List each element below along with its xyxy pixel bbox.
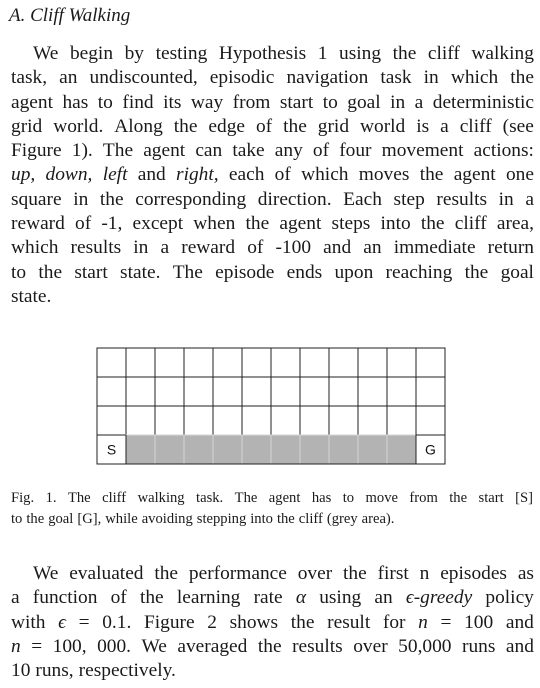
- word: agent: [268, 490, 301, 506]
- word: n: [11, 635, 21, 657]
- word: Along: [114, 115, 163, 137]
- grid-cell: [213, 377, 242, 406]
- word: in: [73, 188, 89, 210]
- word: the: [99, 188, 124, 210]
- grid-cell: [97, 377, 126, 406]
- cliff-cell: [300, 435, 329, 464]
- word: episodic: [209, 67, 275, 89]
- grid-cell: [155, 377, 184, 406]
- word: area,: [496, 213, 534, 235]
- word: the: [276, 511, 295, 527]
- paragraph-line: [11, 139, 534, 163]
- word: the: [245, 213, 270, 235]
- word: when: [193, 213, 236, 235]
- word: results: [292, 635, 343, 657]
- word: steps: [331, 213, 371, 235]
- word: state.: [11, 285, 52, 307]
- word: the: [173, 115, 198, 137]
- word: using: [319, 587, 362, 609]
- word: move: [365, 490, 398, 506]
- word: The: [67, 490, 91, 506]
- paragraph-line: [11, 611, 534, 635]
- word: results: [436, 188, 488, 210]
- word: averaged: [177, 635, 248, 657]
- word: -1,: [101, 213, 123, 235]
- word: goal: [347, 91, 381, 113]
- word: of: [75, 213, 92, 235]
- grid-cell: [155, 348, 184, 377]
- word: goal: [48, 511, 74, 527]
- paragraph-line: [11, 635, 534, 659]
- word: the: [392, 43, 417, 64]
- word: right,: [176, 164, 219, 186]
- word: shows: [229, 611, 279, 633]
- grid-cell: [358, 377, 387, 406]
- word: the: [26, 511, 45, 527]
- cliff-cell: [126, 435, 155, 464]
- goal-cell-label: G: [425, 441, 436, 458]
- word: the: [257, 635, 282, 657]
- word: runs,: [35, 660, 74, 682]
- cliff-cell: [213, 435, 242, 464]
- grid-cell: [184, 377, 213, 406]
- grid-cell: [416, 348, 445, 377]
- word: undiscounted,: [89, 67, 198, 89]
- word: result: [327, 611, 371, 633]
- word: an: [363, 237, 382, 259]
- paragraph-line: [11, 115, 534, 139]
- word: 000.: [97, 635, 132, 657]
- word: corresponding: [135, 188, 247, 210]
- paragraph-line: [11, 42, 534, 66]
- word: a: [11, 587, 20, 609]
- word: the: [139, 587, 164, 609]
- word: which: [450, 67, 499, 89]
- word: has: [62, 91, 89, 113]
- cliff-grid-figure: [96, 347, 446, 465]
- word: n: [419, 563, 430, 584]
- word: square: [11, 188, 62, 210]
- word: using: [339, 43, 382, 64]
- word: a: [525, 188, 534, 210]
- word: which: [11, 237, 59, 259]
- cliff-cell: [242, 435, 271, 464]
- cliff-cell: [184, 435, 213, 464]
- word: 1).: [71, 140, 93, 162]
- word: a: [414, 91, 424, 113]
- caption-line: [11, 488, 533, 509]
- word: which: [301, 164, 349, 186]
- word: agent: [143, 140, 186, 162]
- word: its: [163, 91, 182, 113]
- word: task: [380, 67, 412, 89]
- word: deterministic: [432, 91, 534, 113]
- word: of: [274, 164, 291, 186]
- word: agent: [11, 91, 53, 113]
- word: evaluated: [69, 563, 144, 584]
- word: the: [449, 490, 468, 506]
- word: results: [70, 237, 122, 259]
- word: the: [154, 563, 179, 584]
- word: into: [380, 213, 411, 235]
- word: task,: [11, 67, 48, 89]
- word: over: [297, 563, 333, 584]
- paragraph-line: [11, 586, 534, 610]
- word: up,: [11, 164, 36, 186]
- word: the: [420, 213, 445, 235]
- word: into: [250, 511, 273, 527]
- word: grid: [11, 115, 43, 137]
- word: can: [195, 140, 223, 162]
- word: n: [418, 611, 428, 633]
- paragraph-line: [11, 163, 534, 187]
- word: the: [283, 115, 307, 137]
- word: with: [11, 611, 46, 633]
- word: episodes: [440, 563, 507, 584]
- word: in: [390, 91, 406, 113]
- grid-cell: [271, 348, 300, 377]
- word: an: [374, 587, 393, 609]
- word: (see: [502, 115, 534, 137]
- word: of: [255, 115, 273, 137]
- grid-cell: [97, 406, 126, 435]
- word: reward: [181, 237, 236, 259]
- word: agent: [453, 164, 496, 186]
- grid-cell: [387, 377, 416, 406]
- word: for: [382, 611, 406, 633]
- word: down,: [45, 164, 93, 186]
- word: to: [11, 511, 23, 527]
- word: and: [137, 164, 166, 186]
- word: one: [505, 164, 534, 186]
- word: of: [110, 587, 127, 609]
- word: begin: [69, 43, 114, 64]
- word: start: [74, 261, 108, 283]
- word: episode: [215, 261, 275, 283]
- word: state.: [120, 261, 161, 283]
- paragraph-intro: [11, 42, 534, 309]
- word: upon: [334, 261, 374, 283]
- word: four: [339, 140, 372, 162]
- word: walking: [471, 43, 534, 64]
- word: any: [274, 140, 303, 162]
- word: -100: [275, 237, 312, 259]
- cliff-cell: [155, 435, 184, 464]
- word: 1.: [45, 490, 57, 506]
- grid-cell: [300, 406, 329, 435]
- word: avoiding: [141, 511, 193, 527]
- word: policy: [485, 587, 534, 609]
- word: left: [102, 164, 128, 186]
- section-heading: A. Cliff Walking: [9, 5, 131, 26]
- word: a: [160, 237, 170, 259]
- word: ϵ: [58, 611, 66, 633]
- word: except: [132, 213, 184, 235]
- word: task.: [196, 490, 224, 506]
- grid-cell: [358, 348, 387, 377]
- word: =: [31, 635, 43, 657]
- word: α: [295, 587, 306, 609]
- word: in: [133, 237, 149, 259]
- word: Figure: [11, 140, 62, 162]
- word: respectively.: [78, 660, 176, 682]
- word: navigation: [286, 67, 369, 89]
- paragraph-line: [11, 659, 534, 683]
- word: goal: [500, 261, 534, 283]
- word: the: [38, 261, 63, 283]
- word: start: [478, 490, 504, 506]
- word: to: [97, 91, 113, 113]
- word: 1: [317, 43, 328, 64]
- paragraph-line: [11, 285, 534, 309]
- word: grid: [317, 115, 350, 137]
- paragraph-line: [11, 91, 534, 115]
- grid-cell: [329, 406, 358, 435]
- grid-cell: [242, 406, 271, 435]
- word: cliff: [459, 115, 492, 137]
- word: and: [323, 237, 352, 259]
- grid-cell: [300, 348, 329, 377]
- grid-cell: [126, 348, 155, 377]
- grid-cell: [213, 348, 242, 377]
- word: step: [393, 188, 425, 210]
- word: cliff: [427, 43, 460, 64]
- word: 100: [464, 611, 494, 633]
- word: world: [360, 115, 406, 137]
- grid-cell: [126, 377, 155, 406]
- word: from: [232, 91, 271, 113]
- paragraph-line: [11, 66, 534, 90]
- paragraph-line: [11, 212, 534, 236]
- word: of: [312, 140, 330, 162]
- word: We: [141, 635, 167, 657]
- word: over: [353, 635, 388, 657]
- word: We: [33, 563, 59, 584]
- figure-caption: [11, 488, 533, 530]
- word: cliff: [298, 511, 323, 527]
- paragraph-line: [11, 236, 534, 260]
- grid-cell: [387, 348, 416, 377]
- word: The: [102, 140, 134, 162]
- grid-cell: [329, 377, 358, 406]
- word: testing: [155, 43, 208, 64]
- word: cliff: [102, 490, 127, 506]
- grid-cell: [358, 406, 387, 435]
- word: each: [228, 164, 265, 186]
- paragraph-line: [11, 188, 534, 212]
- word: 50,000: [398, 635, 452, 657]
- word: of: [247, 237, 264, 259]
- word: Fig.: [11, 490, 35, 506]
- word: cliff: [454, 213, 487, 235]
- word: actions:: [473, 140, 534, 162]
- word: learning: [176, 587, 241, 609]
- word: We: [33, 43, 59, 64]
- word: in: [423, 67, 439, 89]
- word: and: [505, 611, 534, 633]
- word: take: [232, 140, 265, 162]
- word: first: [377, 563, 409, 584]
- word: the: [290, 611, 315, 633]
- grid-cell: [387, 406, 416, 435]
- grid-cell: [184, 406, 213, 435]
- caption-line: [11, 509, 533, 530]
- word: runs: [462, 635, 496, 657]
- word: ϵ-greedy: [405, 587, 473, 609]
- word: start: [279, 91, 314, 113]
- grid-cell: [242, 377, 271, 406]
- paragraph-evaluation: [11, 562, 534, 683]
- word: the: [343, 563, 367, 584]
- grid-cell: [271, 406, 300, 435]
- word: reward: [11, 213, 65, 235]
- grid-cell: [213, 406, 242, 435]
- word: 0.1.: [102, 611, 132, 633]
- word: the: [419, 164, 444, 186]
- word: [S]: [515, 490, 533, 506]
- word: by: [124, 43, 144, 64]
- word: stepping: [196, 511, 247, 527]
- word: Figure: [143, 611, 195, 633]
- word: function: [32, 587, 98, 609]
- word: direction.: [257, 188, 332, 210]
- grid-cell: [416, 377, 445, 406]
- word: has: [311, 490, 332, 506]
- word: movement: [381, 140, 464, 162]
- word: edge: [208, 115, 246, 137]
- word: ends: [286, 261, 323, 283]
- cliff-cell: [358, 435, 387, 464]
- grid-cell: [155, 406, 184, 435]
- word: return: [487, 237, 534, 259]
- word: to: [342, 490, 355, 506]
- word: area).: [361, 511, 395, 527]
- word: way: [190, 91, 224, 113]
- grid-cell: [300, 377, 329, 406]
- start-cell-label: S: [106, 441, 117, 458]
- grid-cell: [97, 348, 126, 377]
- word: agent: [279, 213, 322, 235]
- cliff-cell: [329, 435, 358, 464]
- word: while: [105, 511, 138, 527]
- word: 100,: [52, 635, 87, 657]
- cliff-cell: [387, 435, 416, 464]
- word: =: [440, 611, 452, 633]
- paragraph-line: [11, 261, 534, 285]
- grid-cell: [184, 348, 213, 377]
- word: world.: [53, 115, 104, 137]
- word: is: [416, 115, 430, 137]
- word: and: [505, 635, 534, 657]
- paragraph-line: [11, 562, 534, 586]
- word: (grey: [326, 511, 358, 527]
- word: from: [409, 490, 438, 506]
- word: performance: [188, 563, 287, 584]
- word: in: [498, 188, 514, 210]
- word: reaching: [385, 261, 453, 283]
- grid-cell: [329, 348, 358, 377]
- word: Each: [343, 188, 382, 210]
- word: Hypothesis: [218, 43, 307, 64]
- word: the: [464, 261, 489, 283]
- word: to: [11, 261, 27, 283]
- word: [G],: [77, 511, 102, 527]
- word: moves: [358, 164, 410, 186]
- word: a: [440, 115, 449, 137]
- grid-cell: [126, 406, 155, 435]
- grid-cell: [416, 406, 445, 435]
- word: immediate: [393, 237, 476, 259]
- word: 2: [207, 611, 217, 633]
- word: an: [59, 67, 78, 89]
- grid-cell: [242, 348, 271, 377]
- grid-cell: [271, 377, 300, 406]
- word: The: [172, 261, 203, 283]
- word: =: [78, 611, 90, 633]
- word: walking: [137, 490, 185, 506]
- word: rate: [253, 587, 283, 609]
- word: find: [122, 91, 154, 113]
- word: as: [517, 563, 534, 584]
- cliff-grid: [96, 347, 446, 465]
- word: the: [510, 67, 534, 89]
- cliff-cell: [271, 435, 300, 464]
- word: The: [234, 490, 258, 506]
- word: to: [322, 91, 338, 113]
- word: 10: [11, 660, 31, 682]
